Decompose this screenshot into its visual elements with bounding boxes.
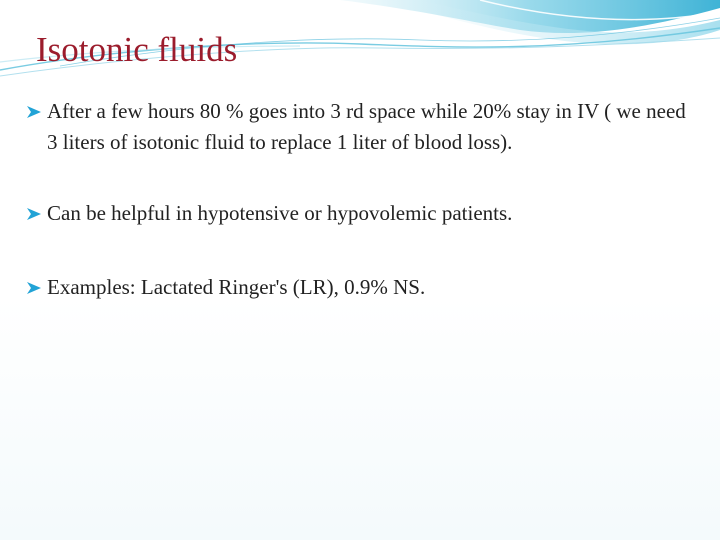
bullet-text: After a few hours 80 % goes into 3 rd space while 20% stay in IV ( we need 3 liters of isotonic fluid to replace 1 liter of blood loss). xyxy=(47,99,686,154)
bullet-list xyxy=(26,96,696,303)
arrowhead-bullet-icon xyxy=(26,281,42,295)
bullet-item xyxy=(26,272,696,303)
bullet-item xyxy=(26,96,696,158)
bullet-item xyxy=(26,198,696,229)
bullet-text: Examples: Lactated Ringer's (LR), 0.9% NS. xyxy=(47,275,426,299)
arrowhead-bullet-icon xyxy=(26,105,42,119)
arrowhead-bullet-icon xyxy=(26,207,42,221)
bullet-text: Can be helpful in hypotensive or hypovolemic patients. xyxy=(47,201,513,225)
slide-title: Isotonic fluids xyxy=(36,30,238,69)
